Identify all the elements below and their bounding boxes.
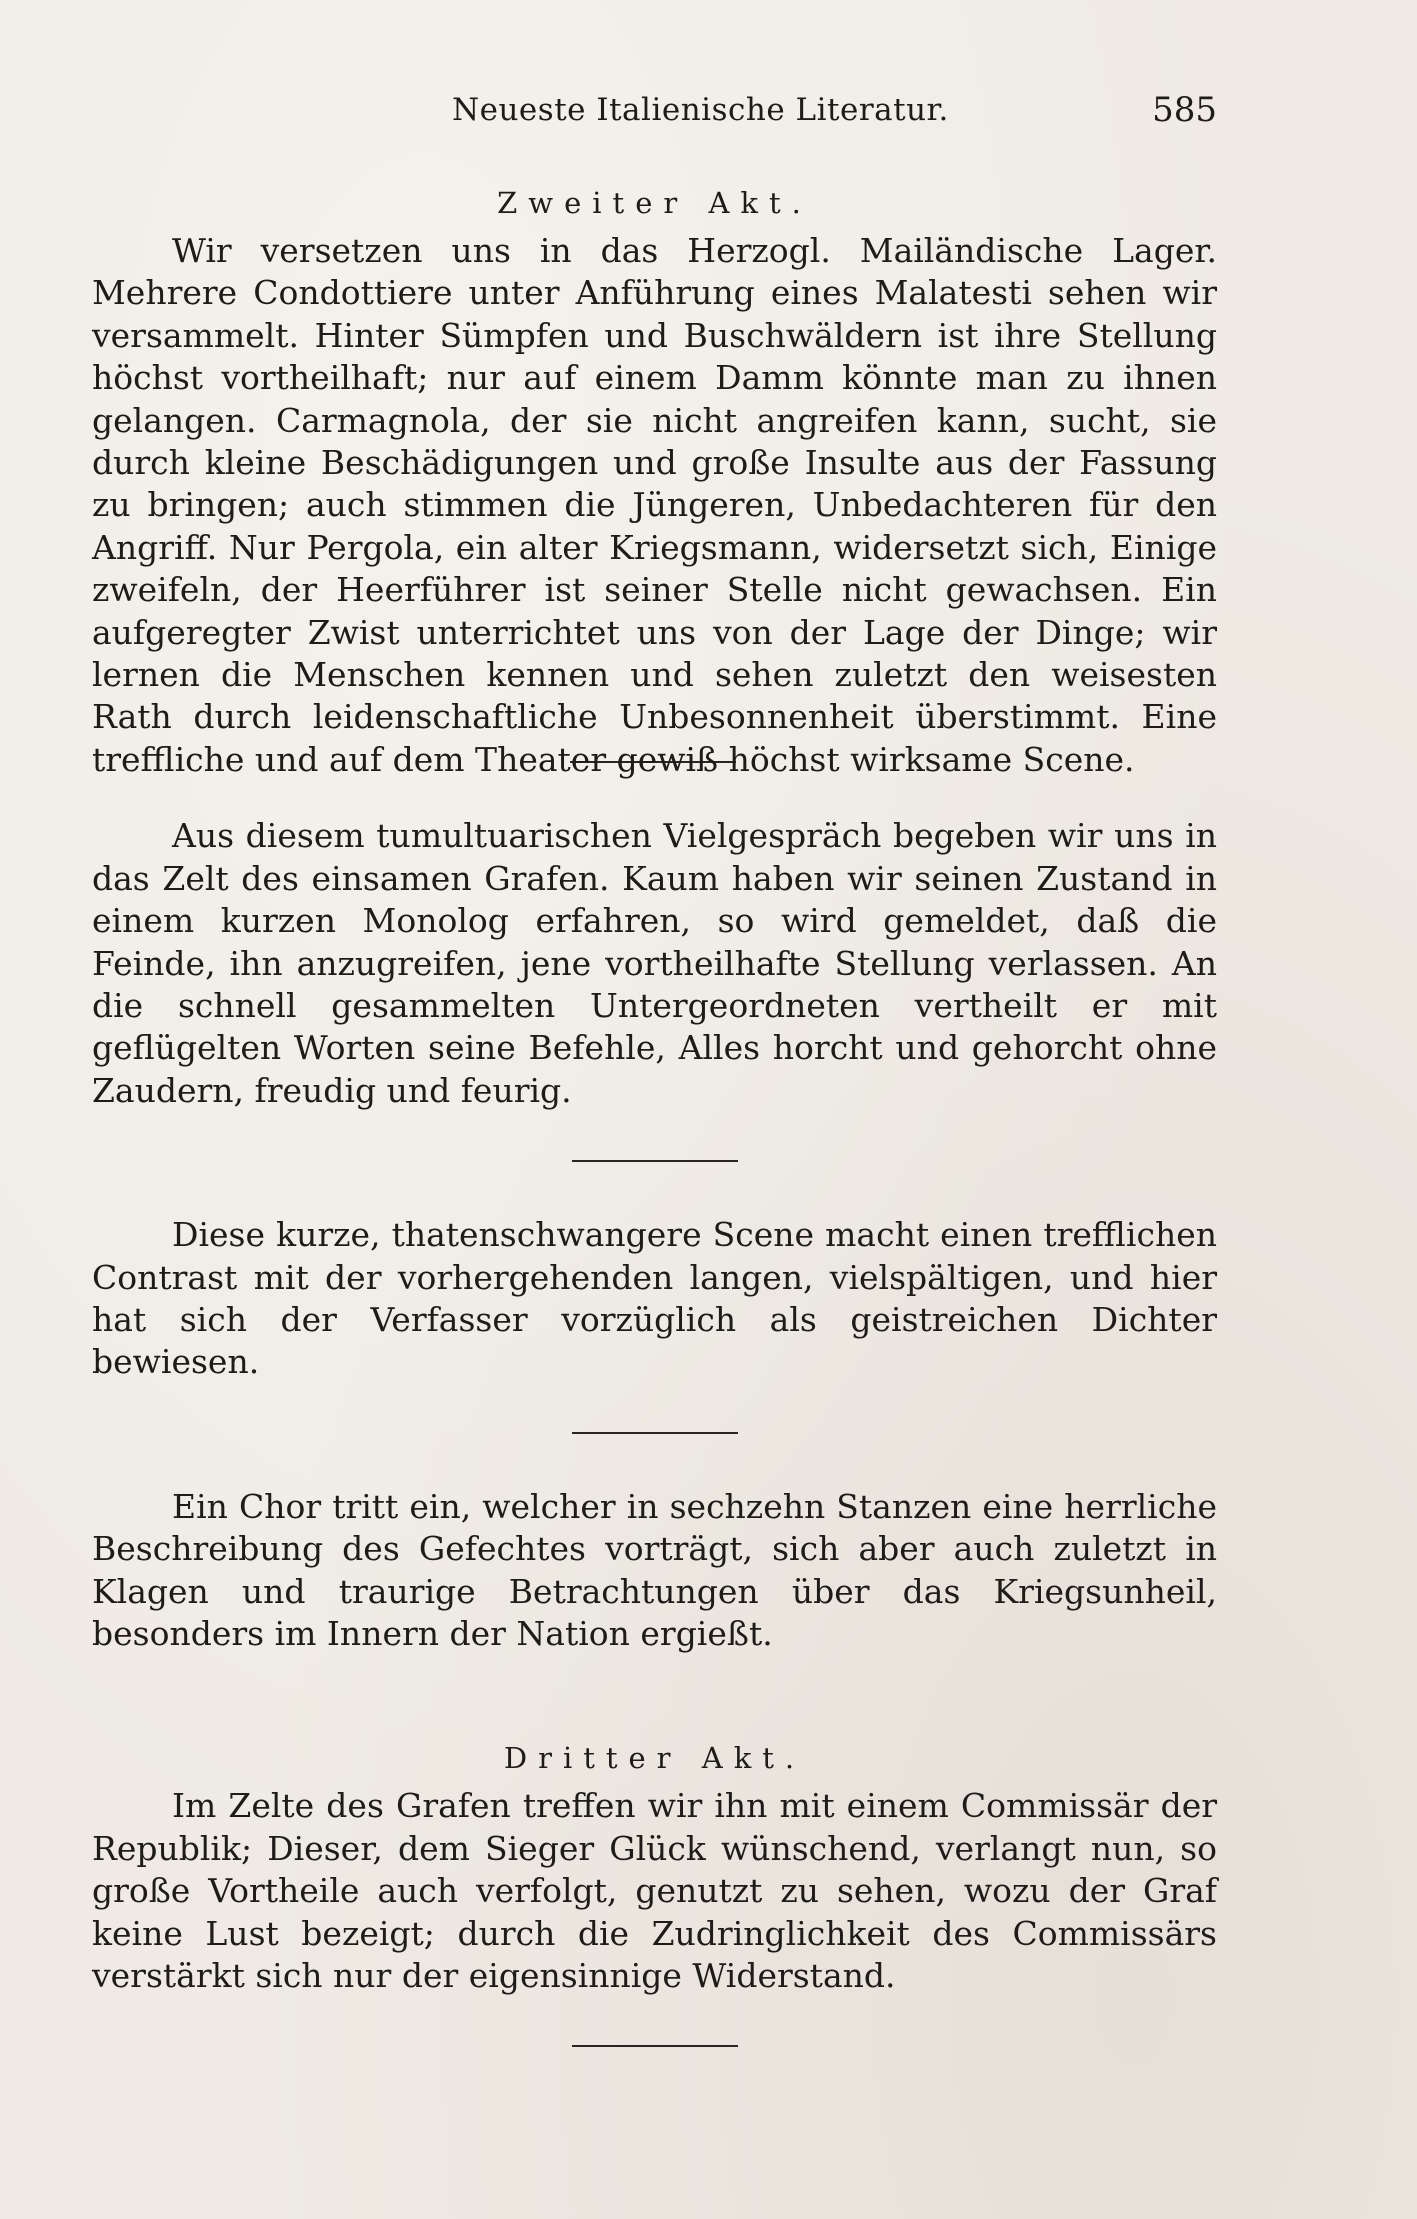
paragraph-act2-2: Aus diesem tumultuarischen Vielgespräch begeben wir uns in das Zelt des einsamen Grafen. Kaum haben wir seinen Zustand in einem kurzen Monolog erfahren, so wird gemeldet, daß die Feinde, ihn anzugreifen, jene vortheilhafte Stellung verlassen. An die schnell gesammelten Untergeordneten vertheilt er mit geflügelten Worten seine Befehle, Alles horcht und gehorcht ohne Zaudern, freudig und feurig. <box>92 816 1217 1110</box>
paragraph-act2-4: Ein Chor tritt ein, welcher in sechzehn Stanzen eine herrliche Beschreibung des Gefechtes vorträgt, sich aber auch zuletzt in Klagen und traurige Betrachtungen über das Kriegsunheil, besonders im Innern der Nation ergießt. <box>92 1486 1217 1653</box>
spacer <box>92 1655 1217 1737</box>
spacer <box>92 1384 1217 1432</box>
page-number: 585 <box>1152 90 1217 130</box>
section-divider <box>572 2045 738 2047</box>
spacer <box>92 1162 1217 1214</box>
running-title: Neueste Italienische Literatur. <box>452 92 949 128</box>
paragraph-act2-3: Diese kurze, thatenschwangere Scene macht einen trefflichen Contrast mit der vorhergehenden langen, vielspältigen, und hier hat sich der Verfasser vorzüglich als geistreichen Dichter bewiesen. <box>92 1215 1217 1382</box>
act-heading-second: Zweiter Akt. <box>497 186 812 220</box>
running-head <box>92 92 1217 142</box>
paragraph-act2-1: Wir versetzen uns in das Herzogl. Mailändische Lager. Mehrere Condottiere unter Anführung eines Malatesti sehen wir versammelt. Hinter Sümpfen und Buschwäldern ist ihre Stellung höchst vortheilhaft; nur auf einem Damm könnte man zu ihnen gelangen. Carmagnola, der sie nicht angreifen kann, sucht, sie durch kleine Beschädigungen und große Insulte aus der Fassung zu bringen; auch stimmen die Jüngeren, Unbedachteren für den Angriff. Nur Pergola, ein alter Kriegsmann, widersetzt sich, Einige zweifeln, der Heerführer ist seiner Stelle nicht gewachsen. Ein aufgeregter Zwist unterrichtet uns von der Lage der Dinge; wir lernen die Menschen kennen und sehen zuletzt den weisesten Rath durch leidenschaftliche Unbesonnenheit überstimmt. Eine treffliche und auf dem Theater gewiß höchst wirksame Scene. <box>92 231 1217 779</box>
spacer <box>92 1997 1217 2045</box>
paragraph-act3-1: Im Zelte des Grafen treffen wir ihn mit einem Commissär der Republik; Dieser, dem Sieger Glück wünschend, verlangt nun, so große Vortheile auch verfolgt, genutzt zu sehen, wozu der Graf keine Lust bezeigt; durch die Zudringlichkeit des Commissärs verstärkt sich nur der eigensinnige Widerstand. <box>92 1786 1217 1995</box>
act-heading-third: Dritter Akt. <box>503 1741 806 1776</box>
spacer <box>92 1112 1217 1160</box>
spacer <box>92 1434 1217 1486</box>
